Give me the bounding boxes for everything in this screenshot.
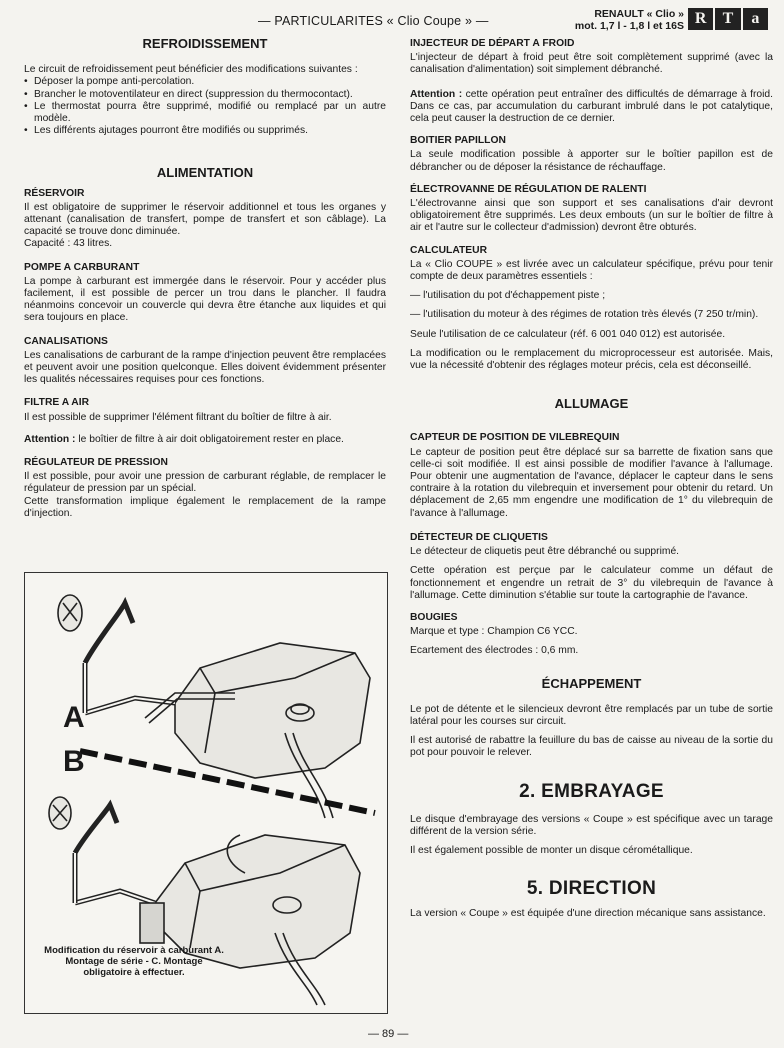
heading-calculateur: CALCULATEUR (410, 244, 488, 256)
heading-filtre: FILTRE A AIR (24, 397, 90, 409)
page-header (0, 0, 784, 36)
rta-logo (688, 8, 768, 30)
heading-regulateur: RÉGULATEUR DE PRESSION (24, 457, 168, 469)
papillon-text: La seule modification possible à apporter sur le boîtier papillon est de débrancher ou de déposer la résistance de réchauffage. (410, 149, 773, 173)
section-title-embrayage: 2. EMBRAYAGE (519, 780, 664, 802)
bougies-text-2: Ecartement des électrodes : 0,6 mm. (410, 645, 579, 657)
embr-text-1: Le disque d'embrayage des versions « Coupe » est spécifique avec un tarage différent de la version série. (410, 813, 773, 837)
echap-text-2: Il est autorisé de rabattre la feuillure du bas de caisse au niveau de la sortie du pot pour pouvoir le relever. (410, 735, 773, 759)
model-line-1: RENAULT « Clio » (594, 8, 684, 20)
canal-text: Les canalisations de carburant de la rampe d'injection peuvent être remplacées et peuvent avoir une position quelconque. Elles doivent évidemment présenter les qualités nécessaires requises pour ces fonctions. (24, 349, 386, 386)
attention-text: cette opération peut entraîner des difficultés de démarrage à froid. Dans ce cas, par accumulation du carburant imbrulé dans le pot catalytique, cela peut causer la destruction de ce dernier. (410, 88, 773, 125)
pompe-text: La pompe à carburant est immergée dans le réservoir. Pour y accéder plus facilement, il est possible de percer un trou dans le plancher. Il faudra néanmoins concevoir un couvercle qui devra être étanche aux liquides et qui sera toujours en place. (24, 275, 386, 324)
injecteur-attention (410, 89, 773, 126)
section-title-refroidissement: REFROIDISSEMENT (142, 36, 268, 51)
filtre-attention (24, 434, 386, 446)
page-number: — 89 — (368, 1028, 409, 1040)
detect-text-2: Cette opération est perçue par le calculateur comme un défaut de fonctionnement et engendre un retrait de 3° du vilebrequin de l'avance à l'allumage. Cette diminution s'établie sur toute la cartographie de l'avance. (410, 565, 773, 601)
figure-caption: Modification du réservoir à carburant A. Montage de série - C. Montage obligatoire à effectuer. (44, 945, 224, 978)
heading-reservoir: RÉSERVOIR (24, 187, 85, 199)
left-column (24, 38, 386, 527)
capteur-text: Le capteur de position peut être déplacé sur sa barrette de fixation sans que celle-ci soit modifiée. Il est ainsi possible de modifier l'avance à l'allumage. Pour obtenir une augmentation de l'avance, déplacer le capteur dans le sens contraire à la rotation du vilebrequin et inversement pour obtenir du retard. Un déplacement de 2,65 mm engendre une modification de 1° du vilebrequin de l'avance à l'allumage. (410, 446, 773, 519)
heading-injecteur: INJECTEUR DE DÉPART A FROID (410, 38, 575, 49)
attention-text: le boîtier de filtre à air doit obligatoirement rester en place. (75, 433, 344, 445)
logo-letter-a: a (743, 8, 768, 30)
calc-text-5: La modification ou le remplacement du microprocesseur est autorisée. Mais, vue la nécessité d'obtenir des réglages moteur précis, cela est déconseillé. (410, 347, 773, 372)
calc-text-3: — l'utilisation du moteur à des régimes de rotation très élevés (7 250 tr/min). (410, 309, 759, 321)
running-title: — PARTICULARITES « Clio Coupe » — (258, 14, 489, 28)
heading-electrovanne: ÉLECTROVANNE DE RÉGULATION DE RALENTI (410, 183, 647, 195)
bougies-text-1: Marque et type : Champion C6 YCC. (410, 626, 578, 638)
heading-capteur: CAPTEUR DE POSITION DE VILEBREQUIN (410, 432, 620, 444)
right-column (410, 38, 773, 927)
heading-bougies: BOUGIES (410, 611, 458, 623)
list-item: • Les différents ajutages pourront être modifiés ou supprimés. (24, 125, 386, 137)
section-title-alimentation: ALIMENTATION (156, 165, 254, 181)
attention-label: Attention : (24, 433, 76, 445)
section-title-allumage: ALLUMAGE (554, 396, 629, 412)
logo-letter-t: T (715, 8, 740, 30)
reservoir-capacity: Capacité : 43 litres. (24, 238, 113, 250)
list-item: • Brancher le motoventilateur en direct (suppression du thermocontact). (24, 89, 386, 101)
calc-text-1: La « Clio COUPE » est livrée avec un calculateur spécifique, prévu pour tenir compte de deux paramètres essentiels : (410, 258, 773, 283)
filtre-text: Il est possible de supprimer l'élément filtrant du boîtier de filtre à air. (24, 411, 332, 423)
section-title-echappement: ÉCHAPPEMENT (541, 675, 642, 691)
model-info (560, 8, 684, 32)
section-title-direction: 5. DIRECTION (526, 878, 657, 900)
heading-pompe: POMPE A CARBURANT (24, 261, 140, 273)
heading-papillon: BOITIER PAPILLON (410, 135, 506, 147)
logo-letter-r: R (688, 8, 713, 30)
electrovanne-text: L'électrovanne ainsi que son support et ses canalisations d'air devront obligatoirement être supprimés. Les deux embouts (un sur le boîtier de filtre à air et l'autre sur le collecteur d'admission) devront être obturés. (410, 198, 773, 234)
heading-detecteur: DÉTECTEUR DE CLIQUETIS (410, 531, 548, 543)
list-item: • Le thermostat pourra être supprimé, modifié ou remplacé par un autre modèle. (24, 101, 386, 125)
embr-text-2: Il est également possible de monter un disque cérométallique. (410, 845, 693, 857)
figure-label-b: B (63, 745, 85, 778)
figure-label-a: A (63, 701, 85, 734)
regul-text-1: Il est possible, pour avoir une pression de carburant réglable, de remplacer le régulateur de pression par un spécial. (24, 471, 386, 495)
refroid-list (24, 76, 386, 137)
model-line-2: mot. 1,7 l - 1,8 l et 16S (574, 20, 684, 32)
direction-text: La version « Coupe » est équipée d'une direction mécanique sans assistance. (410, 907, 766, 919)
heading-canalisations: CANALISATIONS (24, 335, 108, 347)
regul-text-2: Cette transformation implique également le remplacement de la rampe d'injection. (24, 495, 386, 519)
injecteur-text: L'injecteur de départ à froid peut être soit complètement supprimé (avec la canalisation d'alimentation) soit simplement débranché. (410, 52, 773, 76)
detect-text-1: Le détecteur de cliquetis peut être débranché ou supprimé. (410, 546, 680, 558)
refroid-intro: Le circuit de refroidissement peut bénéficier des modifications suivantes : (24, 64, 358, 76)
reservoir-text: Il est obligatoire de supprimer le réservoir additionnel et tous les organes y attenant (canalisation de transfert, pompe de transfert et son câblage). La capacité se trouve donc diminuée. (24, 201, 386, 238)
echap-text-1: Le pot de détente et le silencieux devront être remplacés par un tube de sortie latéral pour les courses sur circuit. (410, 703, 773, 727)
attention-label: Attention : (410, 88, 463, 100)
list-item: • Déposer la pompe anti-percolation. (24, 76, 386, 88)
calc-text-4: Seule l'utilisation de ce calculateur (réf. 6 001 040 012) est autorisée. (410, 328, 726, 340)
calc-text-2: — l'utilisation du pot d'échappement piste ; (410, 290, 606, 302)
